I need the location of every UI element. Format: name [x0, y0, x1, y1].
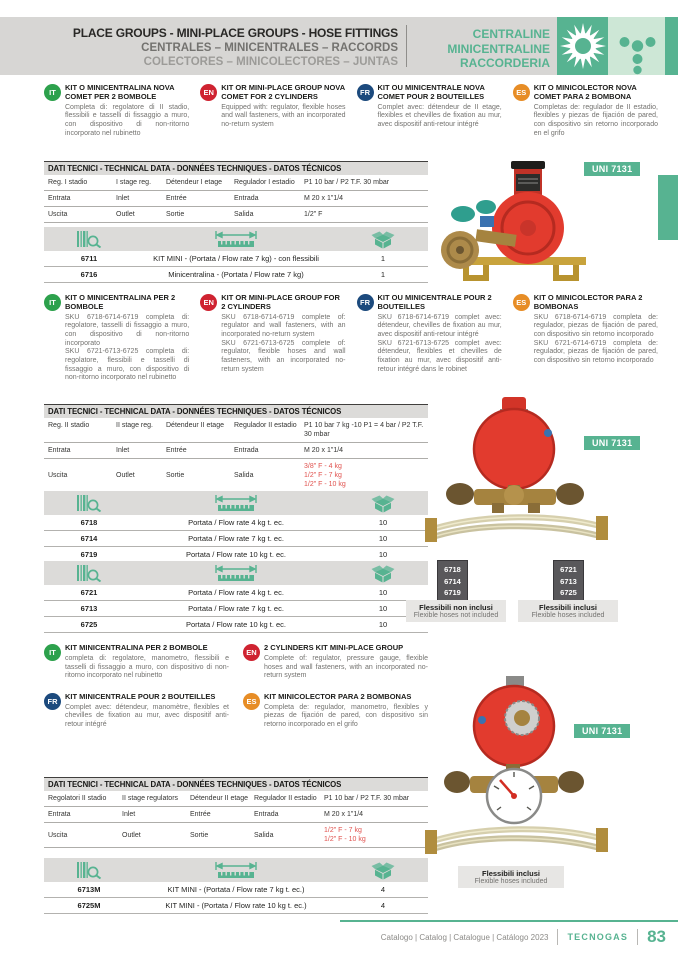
table-row [44, 898, 428, 914]
product-title: KIT OR MINI-PLACE GROUP FOR 2 CYLINDERS [221, 293, 340, 311]
lang-badge-en: EN [200, 84, 217, 101]
desc-en [200, 294, 345, 383]
table-row [44, 601, 428, 617]
lang-badge-fr: FR [357, 84, 374, 101]
barcode-search-icon [76, 564, 103, 582]
desc-es [513, 294, 658, 383]
outlet-options: 1/2" F - 7 kg 1/2" F - 10 kg [324, 827, 366, 844]
sku-qty: 1 [380, 270, 386, 279]
sku-code: 6713M [77, 885, 101, 894]
lang-badge-en: EN [200, 294, 217, 311]
table-row: Entrata Inlet Entrée Entrada M 20 x 1"1/4 [44, 443, 428, 459]
product-table-3 [44, 561, 428, 633]
sku-desc: Minicentralina - (Portata / Flow rate 7 kg) [168, 270, 304, 279]
sku-desc: Portata / Flow rate 4 kg t. ec. [188, 588, 284, 597]
edge-accent-strip [658, 175, 678, 240]
sku-qty: 10 [378, 550, 388, 559]
product-body: Complet avec: détendeur, manomètre, flexibles et chevilles de fixation au mur, avec dispositif anti-retour intégré [65, 703, 229, 729]
sku-desc: KIT MINI - (Portata / Flow rate 10 kg t. ec.) [165, 901, 307, 910]
caption-hoses-included: Flessibili inclusi Flexible hoses included [458, 866, 564, 888]
lang-badge-en: EN [243, 644, 260, 661]
product-title: KIT MINICOLECTOR PARA 2 BOMBONAS [264, 691, 412, 701]
product-body: SKU 6721-6713-6725 complet avec: détendeur, flexibles et chevilles de fixation au mur, avec dispositif anti-retour intégré dans le robinet [377, 339, 502, 373]
product-table-4 [44, 858, 428, 914]
sunburst-logo [557, 17, 608, 75]
product-title: KIT MINICENTRALE POUR 2 BOUTEILLES [65, 691, 216, 701]
technical-data-table-3 [44, 777, 428, 848]
product-title: KIT O MINICENTRALINA NOVA COMET PER 2 BOMBOLE [65, 83, 175, 101]
sku-qty: 4 [380, 885, 386, 894]
product-body: SKU 6718-6714-6719 complet avec: détendeur, chevilles de fixation au mur, avec dispositif anti-retour intégré [377, 313, 502, 339]
sku-qty: 10 [378, 534, 388, 543]
table-row [44, 251, 428, 267]
caption-hoses-included: Flessibili inclusi Flexible hoses included [518, 600, 618, 622]
footer-separator [557, 929, 558, 945]
desc-en [243, 644, 428, 681]
lang-badge-es: ES [513, 84, 530, 101]
table-row: Uscita Outlet Sortie Salida 1/2" F - 7 kg 1/2" F - 10 kg [44, 823, 428, 848]
barcode-search-icon [76, 494, 103, 512]
product-body: Equipped with: regulator, flexible hoses and wall fasteners, with an incorporated no-return system [221, 103, 346, 129]
footer-brand: TECNOGAS [567, 932, 629, 942]
sku-code: 6711 [80, 254, 98, 263]
product-table-1 [44, 227, 428, 283]
sku-desc: Portata / Flow rate 7 kg t. ec. [188, 534, 284, 543]
uni-badge: UNI 7131 [574, 724, 630, 738]
product-body: Completa di: regolatore di II stadio, flessibili e tasselli di fissaggio a muro, con dispositivo di non-ritorno incorporato nel rubinetto [65, 103, 190, 137]
sku-desc: KIT MINI - (Portata / Flow rate 7 kg) - con flessibili [153, 254, 319, 263]
product-table-2 [44, 491, 428, 563]
section-mini-place-descriptions [44, 294, 658, 383]
table-row [44, 882, 428, 898]
sku-qty: 1 [380, 254, 386, 263]
product-title: KIT OU MINICENTRALE NOVA COMET POUR 2 BOUTEILLES [377, 83, 485, 101]
uni-badge: UNI 7131 [584, 436, 640, 450]
product-table-header [44, 858, 428, 882]
sku-code: 6716 [80, 270, 98, 279]
footer-rule [340, 920, 678, 922]
sku-code: 6719 [80, 550, 98, 559]
technical-data-table-2 [44, 404, 428, 494]
page-title-es: COLECTORES – MINICOLECTORES – JUNTAS [143, 56, 398, 69]
lang-badge-es: ES [513, 294, 530, 311]
technical-data-table-1 [44, 161, 428, 223]
tech-table-title: DATI TECNICI - TECHNICAL DATA - DONNÉES TECHNIQUES - DATOS TÉCNICOS [44, 778, 428, 791]
tech-table-title: DATI TECNICI - TECHNICAL DATA - DONNÉES TECHNIQUES - DATOS TÉCNICOS [44, 405, 428, 418]
package-icon [371, 564, 395, 583]
sku-qty: 10 [378, 518, 388, 527]
header-band [0, 17, 557, 75]
footer [381, 927, 666, 947]
sku-code: 6713 [80, 604, 98, 613]
product-body: Completa de: regulador, manometro, flexibles y piezas de fijación de pared, con dispositivo sin retorno incorporado en el grifo [264, 703, 428, 729]
table-row: Reg. II stadio II stage reg. Détendeur II etage Regulador II estadio P1 10 bar 7 kg -10 P1 = 4 bar / P2 T.F. 30 mbar [44, 418, 428, 443]
table-row: Entrata Inlet Entrée Entrada M 20 x 1"1/4 [44, 807, 428, 823]
product-body: Completas de: regulador de II estadio, flexibles y piezas de fijación de pared, con dispositivo sin retorno incorporado en el grifo [533, 103, 658, 137]
table-row: Uscita Outlet Sortie Salida 3/8" F - 4 kg 1/2" F - 7 kg 1/2" F - 10 kg [44, 459, 428, 493]
measure-icon [214, 231, 258, 247]
header-side-title: CENTRALINE MINICENTRALINE RACCORDERIA [447, 27, 550, 71]
sunburst-icon [557, 17, 608, 75]
product-photo-regulator-gauge [442, 676, 592, 831]
sku-code: 6725M [77, 901, 101, 910]
table-row [44, 617, 428, 633]
product-body: SKU 6721-6714-6719 completa de: regulador, piezas de fijación de pared, con dispositivo sin retorno incorporado [533, 339, 658, 365]
table-row: Reg. I stadio I stage reg. Détendeur I etage Regulador I estadio P1 10 bar / P2 T.F. 30 mbar [44, 175, 428, 191]
lang-badge-it: IT [44, 294, 61, 311]
section-nova-comet-descriptions [44, 84, 658, 138]
product-photo-flexible-hoses [424, 506, 609, 559]
footer-catalog-label: Catalogo | Catalog | Catalogue | Catálogo 2023 [380, 932, 549, 942]
barcode-search-icon [76, 230, 103, 248]
page-title-fr: CENTRALES – MINICENTRALES – RACCORDS [141, 42, 398, 54]
tech-table-title: DATI TECNICI - TECHNICAL DATA - DONNÉES TECHNIQUES - DATOS TÉCNICOS [44, 162, 428, 175]
page-title: PLACE GROUPS - MINI-PLACE GROUPS - HOSE FITTINGS [72, 26, 398, 40]
measure-icon [214, 862, 258, 878]
table-row: Entrata Inlet Entrée Entrada M 20 x 1"1/4 [44, 191, 428, 207]
lang-badge-fr: FR [44, 693, 61, 710]
header-titles [0, 26, 398, 70]
uni-badge: UNI 7131 [584, 162, 640, 176]
product-table-header [44, 561, 428, 585]
measure-icon [214, 565, 258, 581]
sku-code: 6725 [80, 620, 98, 629]
sku-desc: Portata / Flow rate 10 kg t. ec. [185, 620, 287, 629]
footer-separator [637, 929, 638, 945]
table-row [44, 515, 428, 531]
sku-desc: Portata / Flow rate 7 kg t. ec. [188, 604, 284, 613]
table-row [44, 585, 428, 601]
measure-icon [214, 495, 258, 511]
product-title: KIT OR MINI-PLACE GROUP NOVA COMET FOR 2 CYLINDERS [221, 83, 345, 101]
caption-hoses-not-included: Flessibili non inclusi Flexible hoses not included [406, 600, 506, 622]
outlet-options: 3/8" F - 4 kg 1/2" F - 7 kg 1/2" F - 10 kg [304, 463, 346, 489]
barcode-search-icon [76, 861, 103, 879]
lang-badge-it: IT [44, 644, 61, 661]
product-title: KIT O MINICENTRALINA PER 2 BOMBOLE [65, 293, 176, 311]
package-icon [371, 494, 395, 513]
product-body: SKU 6721-6713-6725 complete of: regulator, flexible hoses and wall fasteners, with an incorporated no-return system [221, 339, 346, 373]
sku-qty: 10 [378, 604, 388, 613]
sku-qty: 10 [378, 588, 388, 597]
desc-fr [44, 693, 229, 730]
desc-fr [357, 84, 502, 138]
edge-accent-square [665, 17, 678, 75]
desc-it [44, 84, 189, 138]
lang-badge-it: IT [44, 84, 61, 101]
sku-code: 6721 [80, 588, 98, 597]
product-photo-nova-comet-kit [428, 158, 598, 295]
product-title: KIT MINICENTRALINA PER 2 BOMBOLE [65, 643, 208, 652]
product-photo-regulator-manifold [438, 397, 593, 520]
lang-badge-es: ES [243, 693, 260, 710]
product-photo-flexible-hoses [424, 818, 609, 871]
sku-group-box-left: 6718 6714 6719 [437, 560, 468, 603]
desc-it [44, 644, 229, 681]
sku-desc: KIT MINI - (Portata / Flow rate 7 kg t. ec.) [167, 885, 305, 894]
footer-page-number: 83 [647, 927, 666, 946]
desc-it [44, 294, 189, 383]
sku-code: 6714 [80, 534, 98, 543]
header-divider [406, 25, 407, 67]
desc-fr [357, 294, 502, 383]
product-body: SKU 6718-6714-6719 completa de: regulador, piezas de fijación de pared, con dispositivo sin retorno incorporado [533, 313, 658, 339]
tecnogas-dots-logo [608, 17, 665, 75]
product-body: SKU 6718-6714-6719 completa di: regolatore, tasselli di fissaggio a muro, con dispositivo di non-ritorno incorporato [65, 313, 190, 347]
package-icon [371, 230, 395, 249]
product-title: KIT O MINICOLECTOR PARA 2 BOMBONAS [533, 293, 643, 311]
product-table-header [44, 227, 428, 251]
package-icon [371, 861, 395, 880]
desc-es [513, 84, 658, 138]
product-body: Complet avec: détendeur de II etage, flexibles et chevilles de fixation au mur, avec dispositif anti-retour intégré [377, 103, 502, 129]
product-title: KIT O MINICOLECTOR NOVA COMET PARA 2 BOMBONA [533, 83, 637, 101]
table-row: Uscita Outlet Sortie Salida 1/2" F [44, 207, 428, 223]
product-table-header [44, 491, 428, 515]
sku-desc: Portata / Flow rate 4 kg t. ec. [188, 518, 284, 527]
lang-badge-fr: FR [357, 294, 374, 311]
table-row [44, 267, 428, 283]
product-body: completa di: regolatore, manometro, flessibili e tasselli di fissaggio a muro, con dispositivo di non-ritorno incorporato nel rubinetto [65, 654, 229, 680]
desc-en [200, 84, 345, 138]
product-title: KIT OU MINICENTRALE POUR 2 BOUTEILLES [377, 293, 492, 311]
sku-desc: Portata / Flow rate 10 kg t. ec. [185, 550, 287, 559]
product-title: 2 CYLINDERS KIT MINI-PLACE GROUP [264, 643, 404, 652]
table-row: Regolatori II stadio II stage regulators Détendeur II etage Regulador II estadio P1 10 bar / P2 T.F. 30 mbar [44, 791, 428, 807]
product-body: Complete of: regulator, pressure gauge, flexible hoses and wall fasteners, with an incorporated no-return system [264, 654, 428, 680]
product-body: SKU 6718-6714-6719 complete of: regulator and wall fasteners, with an incorporated no-return system [221, 313, 346, 339]
tecnogas-t-icon [608, 17, 665, 75]
sku-qty: 10 [378, 620, 388, 629]
sku-code: 6718 [80, 518, 98, 527]
desc-es [243, 693, 428, 730]
sku-group-box-right: 6721 6713 6725 [553, 560, 584, 603]
sku-qty: 4 [380, 901, 386, 910]
section-kit-manometro-descriptions [44, 644, 428, 730]
table-row [44, 531, 428, 547]
product-body: SKU 6721-6713-6725 completa di: regolatore, flessibili e tasselli di fissaggio a muro, con dispositivo di non-ritorno incorporato nel rubinetto [65, 348, 190, 382]
